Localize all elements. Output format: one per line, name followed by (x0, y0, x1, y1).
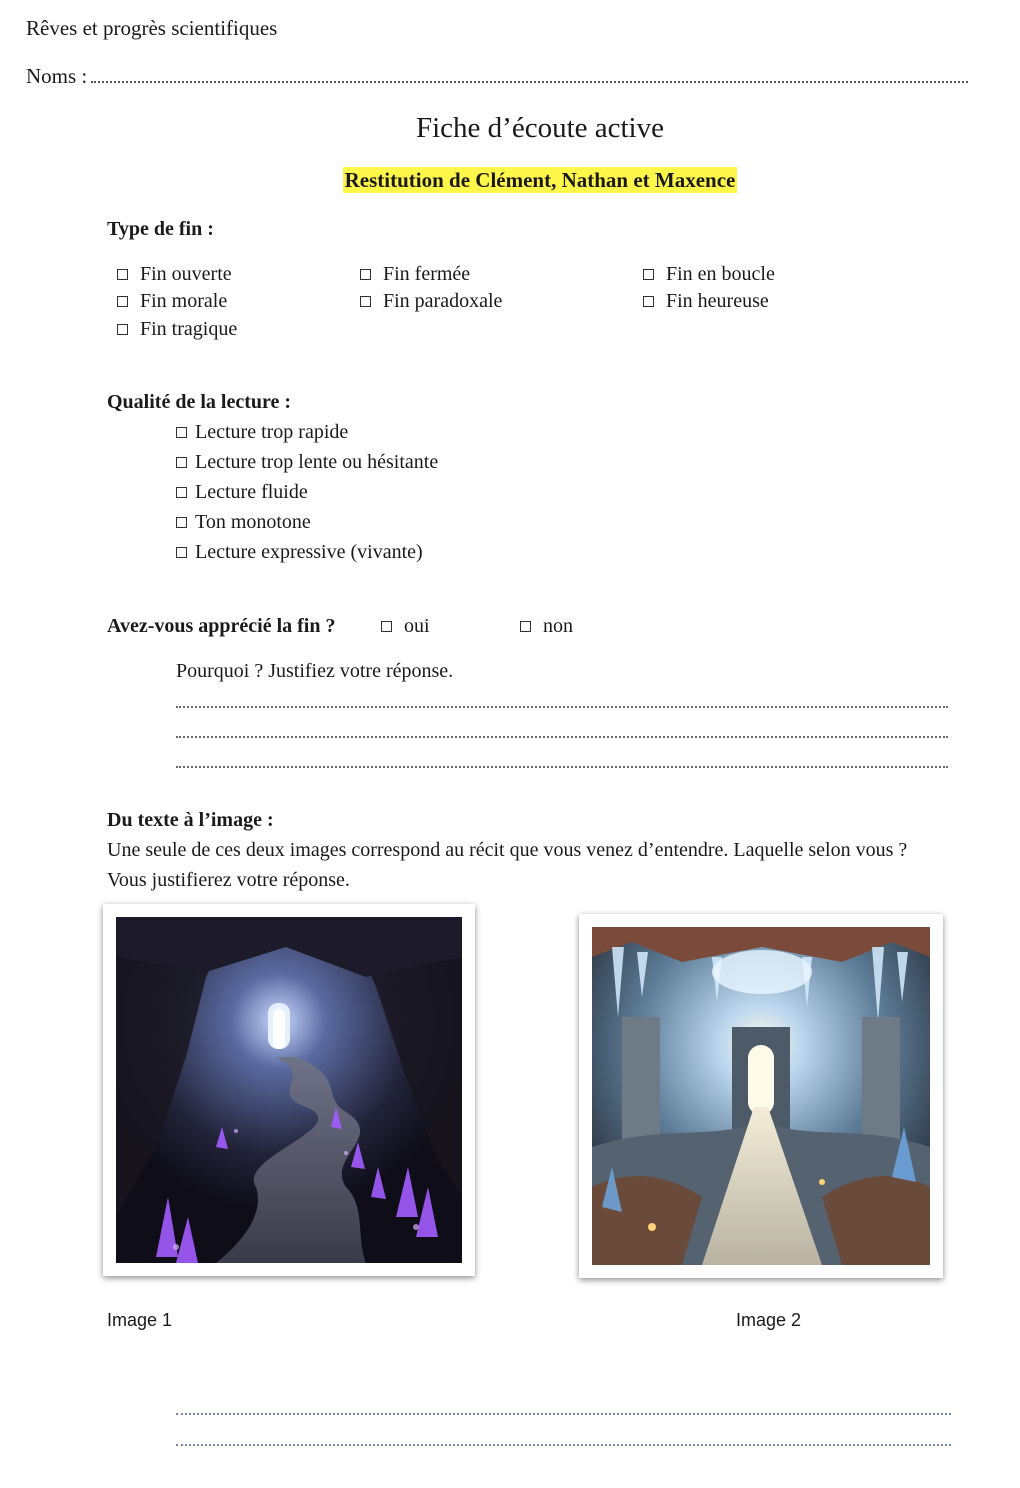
option-label: Lecture trop rapide (195, 421, 349, 443)
names-field[interactable] (26, 64, 968, 89)
checkbox-icon[interactable] (360, 269, 371, 280)
option-label: Fin ouverte (140, 263, 232, 285)
instruction-line-2: Vous justifierez votre réponse. (107, 869, 350, 891)
ending-option[interactable] (360, 290, 502, 313)
yes-option[interactable] (381, 615, 430, 638)
answer-line[interactable] (176, 1444, 951, 1446)
option-label: Ton monotone (195, 511, 311, 533)
checkbox-icon[interactable] (176, 427, 187, 438)
option-label: Fin fermée (383, 263, 471, 285)
option-label: oui (404, 615, 430, 637)
checkbox-icon[interactable] (643, 296, 654, 307)
reading-option[interactable] (176, 481, 308, 504)
image-1-caption: Image 1 (107, 1310, 173, 1330)
checkbox-icon[interactable] (176, 547, 187, 558)
reading-option[interactable] (176, 451, 438, 474)
image-2-caption: Image 2 (736, 1310, 802, 1330)
names-label: Noms : (26, 64, 88, 88)
ending-heading: Type de fin : (107, 218, 214, 240)
ending-option[interactable] (117, 318, 237, 341)
image-1-frame[interactable] (103, 904, 475, 1276)
page-title: Fiche d’écoute active (416, 112, 664, 144)
checkbox-icon[interactable] (520, 621, 531, 632)
checkbox-icon[interactable] (176, 487, 187, 498)
answer-line[interactable] (176, 736, 948, 738)
reading-heading: Qualité de la lecture : (107, 391, 292, 413)
instruction-line-1: Une seule de ces deux images correspond au récit que vous venez d’entendre. Laquelle selon vous ? (107, 839, 908, 861)
subtitle-wrap (0, 168, 1020, 193)
course-title: Rêves et progrès scientifiques (26, 16, 278, 40)
checkbox-icon[interactable] (176, 457, 187, 468)
ending-option[interactable] (360, 263, 470, 286)
option-label: Fin paradoxale (383, 290, 503, 312)
answer-line[interactable] (176, 706, 948, 708)
ending-option[interactable] (643, 290, 769, 313)
option-label: Fin heureuse (666, 290, 769, 312)
image-2-frame[interactable] (579, 914, 943, 1278)
ending-option[interactable] (643, 263, 775, 286)
checkbox-icon[interactable] (117, 296, 128, 307)
subtitle-highlight: Restitution de Clément, Nathan et Maxence (344, 168, 736, 192)
option-label: non (543, 615, 573, 637)
option-label: Lecture trop lente ou hésitante (195, 451, 439, 473)
checkbox-icon[interactable] (117, 269, 128, 280)
ice-cave-image (592, 927, 930, 1265)
checkbox-icon[interactable] (381, 621, 392, 632)
ending-option[interactable] (117, 290, 227, 313)
answer-line[interactable] (176, 766, 948, 768)
answer-line[interactable] (176, 1413, 951, 1415)
justify-prompt: Pourquoi ? Justifiez votre réponse. (176, 660, 454, 682)
option-label: Lecture expressive (vivante) (195, 541, 423, 563)
text-image-heading: Du texte à l’image : (107, 809, 274, 831)
option-label: Fin morale (140, 290, 228, 312)
appreciation-question: Avez-vous apprécié la fin ? (107, 615, 336, 637)
no-option[interactable] (520, 615, 573, 638)
checkbox-icon[interactable] (117, 324, 128, 335)
checkbox-icon[interactable] (176, 517, 187, 528)
reading-option[interactable] (176, 421, 348, 444)
reading-option[interactable] (176, 511, 311, 534)
checkbox-icon[interactable] (643, 269, 654, 280)
reading-option[interactable] (176, 541, 423, 564)
option-label: Fin en boucle (666, 263, 775, 285)
checkbox-icon[interactable] (360, 296, 371, 307)
purple-crystal-cave-image (116, 917, 462, 1263)
ending-option[interactable] (117, 263, 232, 286)
names-dotted-line (91, 65, 968, 83)
option-label: Fin tragique (140, 318, 238, 340)
option-label: Lecture fluide (195, 481, 308, 503)
